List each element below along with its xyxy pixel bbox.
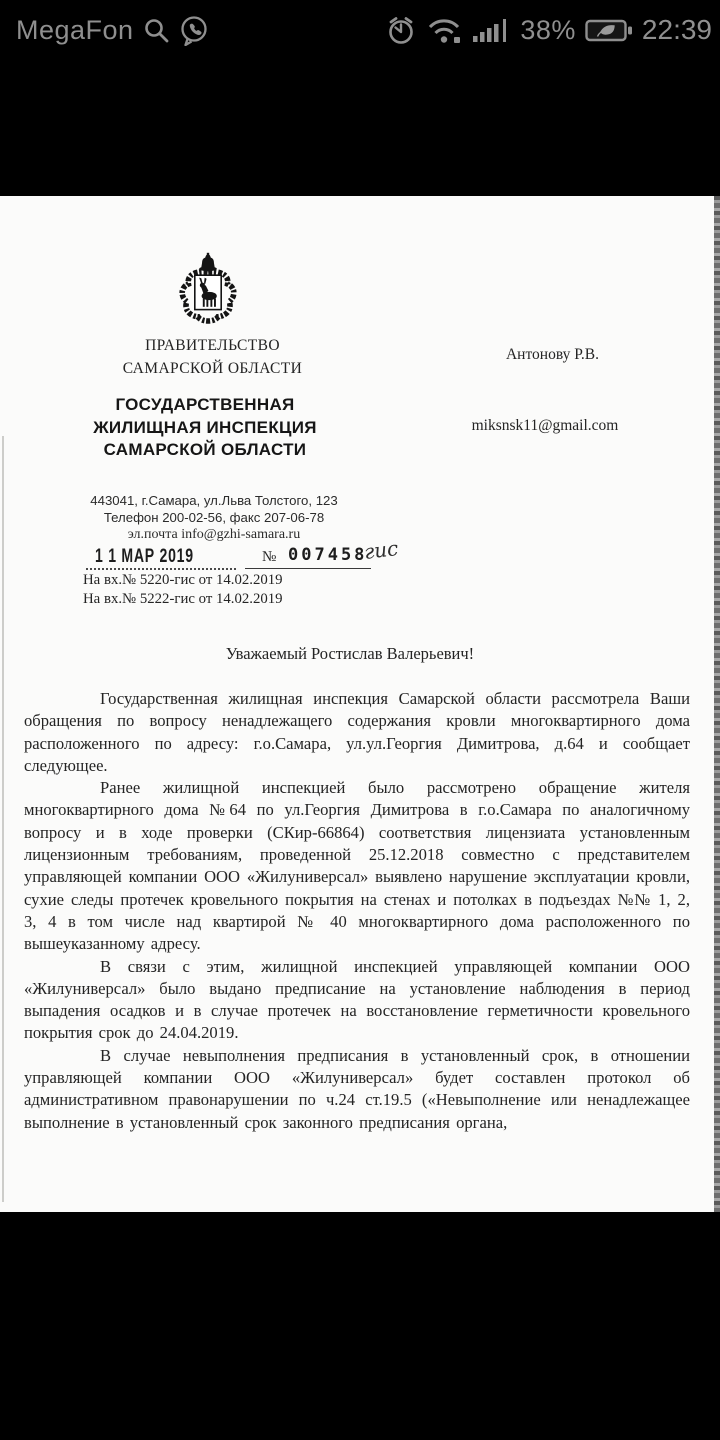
government-name-line2: САМАРСКОЙ ОБЛАСТИ	[122, 360, 303, 377]
viber-icon	[179, 15, 209, 46]
incoming-reference-1: На вх.№ 5220-гис от 14.02.2019	[83, 572, 283, 588]
search-icon	[143, 17, 170, 44]
recipient-email: miksnsk11@gmail.com	[471, 417, 619, 434]
agency-phone-fax: Телефон 200-02-56, факс 207-06-78	[103, 510, 325, 526]
status-bar	[0, 0, 720, 60]
paragraph-2: Ранее жилищной инспекцией было рассмотрено обращение жителя многоквартирного дома №64 по ул.Георгия Димитрова в г.о.Самара по аналогичному вопросу и в ходе проверки (СКир-66864) соответствия лицензиата установленным лицензионным требованиям, проведенной 25.12.2018 совместно с представителем управляющей компании ООО «Жилуниверсал» выявлено нарушение эксплуатации кровли, сухие следы протечек кровельного покрытия на стенах и потолках в подъездах №№ 1, 2, 3, 4 в том числе над квартирой № 40 многоквартирного дома расположенного по вышеуказанному адресу.	[24, 778, 690, 954]
status-bar-left	[16, 0, 209, 60]
document-page[interactable]	[0, 196, 720, 1212]
incoming-reference-2: На вх.№ 5222-гис от 14.02.2019	[83, 591, 283, 607]
outgoing-number-underline	[245, 568, 371, 569]
agency-name-line3: САМАРСКОЙ ОБЛАСТИ	[103, 440, 307, 459]
handwritten-suffix: гис	[362, 536, 400, 564]
scan-edge-artifact	[714, 196, 720, 1212]
navigation-bar	[0, 1354, 720, 1440]
agency-contacts	[70, 492, 358, 544]
stamp-date-underline	[86, 568, 236, 570]
agency-email: эл.почта info@gzhi-samara.ru	[127, 527, 301, 543]
clock-time: 22:39	[641, 14, 712, 45]
outgoing-number: 007458	[288, 545, 368, 565]
paragraph-3: В связи с этим, жилищной инспекцией управляющей компании ООО «Жилуниверсал» было выдано предписание на установление наблюдения в период выпадения осадков и в случае протечек на восстановление герметичности кровельного покрытия срок до 24.04.2019.	[24, 956, 690, 1043]
alarm-icon	[385, 14, 417, 47]
letter-body	[24, 688, 690, 1134]
salutation: Уважаемый Ростислав Валерьевич!	[225, 644, 475, 663]
outgoing-number-label: №	[262, 549, 277, 565]
stamp-date: 1 1 МАР 2019	[95, 546, 194, 567]
signal-strength-icon	[471, 17, 511, 44]
battery-percent: 38%	[520, 14, 576, 45]
samara-coat-of-arms	[170, 248, 246, 332]
agency-name-line2: ЖИЛИЩНАЯ ИНСПЕКЦИЯ	[93, 417, 317, 437]
agency-address: 443041, г.Самара, ул.Льва Толстого, 123	[90, 493, 338, 508]
carrier-label: MegaFon	[16, 14, 134, 45]
battery-saver-icon	[585, 18, 633, 43]
wifi-icon	[426, 15, 462, 45]
status-bar-right	[385, 0, 712, 60]
recipient-name: Антонову Р.В.	[505, 346, 600, 363]
government-name-line1: ПРАВИТЕЛЬСТВО	[145, 337, 280, 354]
government-name	[85, 334, 340, 380]
paragraph-1: Государственная жилищная инспекция Самарской области рассмотрела Ваши обращения по вопросу ненадлежащего содержания кровли многоквартирного дома расположенного по адресу: г.о.Самара, ул.ул.Георгия Димитрова, д.64 и сообщает следующее.	[24, 689, 690, 775]
agency-name-line1: ГОСУДАРСТВЕННАЯ	[115, 395, 295, 414]
paragraph-4: В случае невыполнения предписания в установленный срок, в отношении управляющей компании ООО «Жилуниверсал» будет составлен протокол об административном правонарушении по ч.24 ст.19.5 («Невыполнение или ненадлежащее выполнение в установленный срок законного предписания органа,	[24, 1045, 690, 1132]
agency-name	[60, 394, 350, 462]
